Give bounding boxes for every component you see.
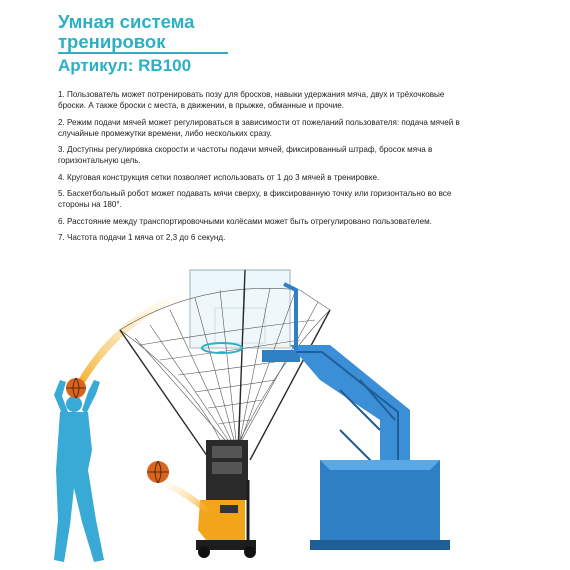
feature-item: 5. Баскетбольный робот может подавать мячи сверху, в фиксированную точку или горизонтально во все стороны на 180°. <box>58 189 452 209</box>
feature-item: 3. Доступны регулировка скорости и частоты подачи мячей, фиксированный штраф, бросок мяча в горизонтальную цель. <box>58 145 433 165</box>
ball <box>66 378 86 398</box>
pass-trail <box>158 478 210 514</box>
feature-item: 4. Круговая конструкция сетки позволяет использовать от 1 до 3 мячей в тренировке. <box>58 172 380 182</box>
ball <box>147 461 169 483</box>
article-number: Артикул: RB100 <box>58 56 192 75</box>
player-silhouette <box>54 380 104 562</box>
feature-list <box>58 89 460 249</box>
ball-return-machine <box>196 440 256 558</box>
title-divider <box>58 52 228 54</box>
feature-item: 7. Частота подачи 1 мяча от 2,3 до 6 секунд. <box>58 233 226 242</box>
page-title: Умная система тренировок <box>58 11 195 52</box>
training-illustration <box>0 255 570 570</box>
feature-item: 6. Расстояние между транспортировочными колёсами может быть отрегулировано пользователем. <box>58 216 432 226</box>
feature-item: 2. Режим подачи мячей может регулироваться в зависимости от пожеланий пользователя: подача мячей в случайные промежутки времени, либо нескольких сразу. <box>58 117 460 138</box>
feature-item: 1. Пользователь может потренировать позу для бросков, навыки удержания мяча, двух и трёхочковые броски. А также броски с места, в движении, в прыжке, обманные и прочие. <box>58 90 445 110</box>
